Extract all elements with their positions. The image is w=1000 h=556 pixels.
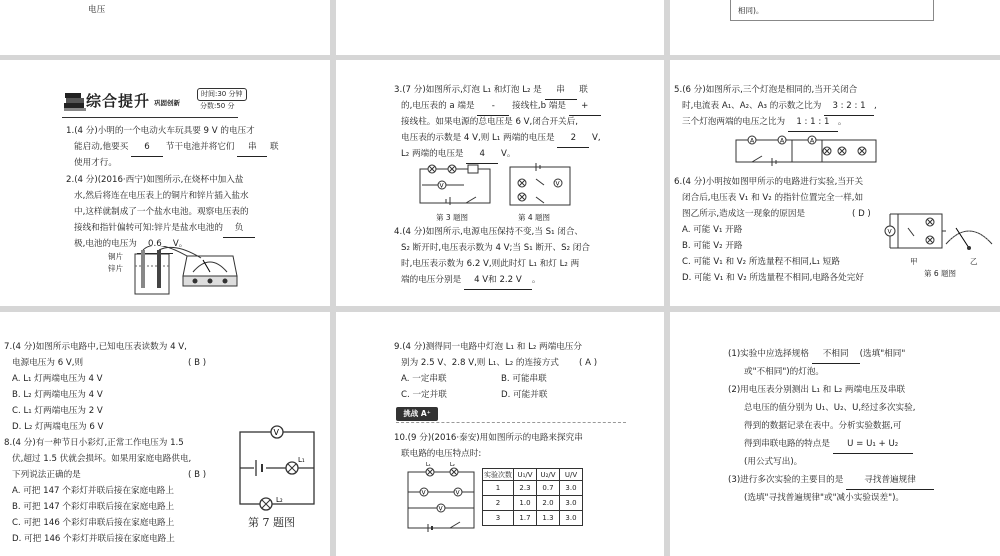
answer-blank: 0.6 <box>137 236 173 254</box>
answer-blank: 不相同 <box>812 346 860 364</box>
page-top-left <box>0 0 330 55</box>
table-cell: 1.7 <box>514 511 537 526</box>
copper-label: 铜片 <box>108 252 123 261</box>
section-title: 综合提升 <box>86 92 151 110</box>
circuit-figure-10 <box>404 462 480 534</box>
page-top-right <box>670 0 1000 55</box>
table-cell: 2 <box>483 496 514 511</box>
q9-line-1: 9.(4 分)测得同一电路中灯泡 L₁ 和 L₂ 两端电压分 <box>394 342 582 352</box>
q10-part2-line-3: 得到的数据记录在表中。分析实验数据,可 <box>744 421 902 431</box>
q9-option-c: C. 一定并联 <box>401 390 447 400</box>
answer-blank: + <box>569 98 601 116</box>
table-header-cell: U₂/V <box>537 469 560 481</box>
page-q5-q6 <box>670 60 1000 306</box>
page-top-middle <box>336 0 664 55</box>
table-cell: 2.3 <box>514 481 537 496</box>
text-span: 3.(7 分)如图所示,灯泡 L₁ 和灯泡 L₂ 是 <box>394 85 542 95</box>
table-cell: 3.0 <box>560 496 583 511</box>
salt-battery-figure <box>105 246 255 306</box>
fig4-caption: 第 4 题图 <box>518 213 551 222</box>
circuit-figure-6a <box>882 208 948 254</box>
q10-part1-line-2: 或"不相同")的灯泡。 <box>744 367 825 377</box>
svg-text:V: V <box>421 489 426 497</box>
challenge-badge <box>396 407 438 421</box>
text-span: 水,然后将连在电压表上的铜片和锌片插入盐水 <box>74 191 249 201</box>
page-q3-q4 <box>336 60 664 306</box>
text-span: 电源电压为 6 V,则 <box>12 358 84 368</box>
table-cell: 1 <box>483 481 514 496</box>
text-span: 端的电压分别是 <box>401 275 462 285</box>
answer-blank: 4 V和 2.2 V <box>464 272 532 290</box>
svg-text:L₂: L₂ <box>450 462 455 468</box>
text-span: 能启动,他要买 <box>74 142 129 152</box>
q9-option-a: A. 一定串联 <box>401 374 447 384</box>
table-header-row <box>483 469 583 481</box>
svg-text:V: V <box>887 228 892 236</box>
text-span: 。 <box>531 275 541 285</box>
text-span: 接线和指针偏转可知:锌片是盐水电池的 <box>74 223 223 233</box>
q1-line-3 <box>74 155 117 172</box>
text-span: 电压表的示数是 4 V,则 L₁ 两端的电压是 <box>401 133 555 143</box>
table-cell: 3.0 <box>560 481 583 496</box>
svg-text:V: V <box>555 180 560 188</box>
q9-line-2 <box>401 355 598 372</box>
text-span: 接线柱,b 端是 <box>512 101 566 111</box>
answer-blank: 3 : 2 : 1 <box>824 98 874 116</box>
answer-blank: 1 : 1 : 1 <box>788 114 838 132</box>
q5-line-2: 时,电流表 A₁、A₂、A₃ 的示数之比为 3 : 2 : 1 , <box>682 98 877 116</box>
q5-line-3: 三个灯泡两端的电压之比为 1 : 1 : 1 。 <box>682 114 846 132</box>
table-cell: 0.7 <box>537 481 560 496</box>
q8-line-1: 8.(4 分)有一种节日小彩灯,正常工作电压为 1.5 <box>4 438 184 448</box>
q6-option-d: D. 可能 V₁ 和 V₂ 所选量程不相同,电路各处完好 <box>682 273 864 283</box>
fig6-jia-label: 甲 <box>910 257 918 266</box>
q10-part2-line-5: (用公式写出)。 <box>744 457 803 467</box>
text-span: V。 <box>172 239 188 249</box>
q6-option-b: B. 可能 V₂ 开路 <box>682 241 743 251</box>
q7-line-2 <box>12 355 207 372</box>
text-box-border <box>730 0 934 21</box>
circuit-figure-7 <box>236 424 320 512</box>
q10-line-2: 联电路的电压特点时: <box>401 449 482 459</box>
q6-line-1: 6.(4 分)小明按如图甲所示的电路进行实验,当开关 <box>674 177 864 187</box>
challenge-label: 挑战 A⁺ <box>403 409 431 418</box>
text-span: V, <box>592 133 601 143</box>
q1-line-1 <box>66 123 255 140</box>
q2-line-1 <box>66 172 243 189</box>
text-span: 中,这样就制成了一个盐水电池。观察电压表的 <box>74 207 249 217</box>
text-span: 节干电池并将它们 <box>165 142 235 152</box>
q7-option-c: C. L₁ 灯两端电压为 2 V <box>12 406 103 416</box>
challenge-underline <box>396 422 626 423</box>
q7-option-d: D. L₂ 灯两端电压为 6 V <box>12 422 104 432</box>
answer-blank: 串 <box>545 82 577 100</box>
text-span: 时,电流表 A₁、A₂、A₃ 的示数之比为 <box>682 101 822 111</box>
text-span: 三个灯泡两端的电压之比为 <box>682 117 786 127</box>
text-span: (1)实验中应选择规格 <box>728 349 809 359</box>
text-span: 2.(4 分)(2016·西宁)如图所示,在烧杯中加入盐 <box>66 175 244 185</box>
svg-text:L₁: L₁ <box>426 462 431 468</box>
data-table <box>482 468 583 526</box>
page-q1-q2 <box>0 60 330 306</box>
text-span: 图乙所示,造成这一现象的原因是 <box>682 209 806 219</box>
table-cell: 1.3 <box>537 511 560 526</box>
q8-option-b: B. 可把 147 个彩灯串联后接在家庭电路上 <box>12 502 175 512</box>
svg-text:V: V <box>439 182 444 190</box>
q10-part3-line-1 <box>728 472 934 490</box>
svg-text:A: A <box>810 137 815 145</box>
text-span: 接线柱。如果电源的总电压是 6 V,闭合开关后, <box>401 117 578 127</box>
q4-line-1: 4.(4 分)如图所示,电源电压保持不变,当 S₁ 闭合、 <box>394 227 584 237</box>
q2-line-3 <box>74 204 249 221</box>
q6-option-c: C. 可能 V₁ 和 V₂ 所选量程不相同,L₁ 短路 <box>682 257 840 267</box>
page-q9-q10 <box>336 312 664 556</box>
answer-blank: 2 <box>557 130 589 148</box>
text-span: 1.(4 分)小明的一个电动火车玩具要 9 V 的电压才 <box>66 126 255 136</box>
fig6-caption: 第 6 题图 <box>924 269 957 278</box>
score-label: 分数:50 分 <box>200 102 235 110</box>
answer-blank: - <box>477 98 509 116</box>
text-span: 别为 2.5 V、2.8 V,则 L₁、L₂ 的连接方式 <box>401 358 559 368</box>
table-row <box>483 496 583 511</box>
q9-option-d: D. 可能并联 <box>501 390 548 400</box>
q6-option-a: A. 可能 V₁ 开路 <box>682 225 743 235</box>
table-header-cell: U/V <box>560 469 583 481</box>
table-cell: 2.0 <box>537 496 560 511</box>
answer-choice: ( B ) <box>188 470 207 480</box>
svg-text:V: V <box>455 489 460 497</box>
text-span: (选填"相同" <box>859 349 906 359</box>
q8-option-a: A. 可把 147 个彩灯并联后接在家庭电路上 <box>12 486 174 496</box>
circuit-figure-5 <box>732 132 882 172</box>
page-q7-q8 <box>0 312 330 556</box>
q10-part2-line-1: (2)用电压表分别测出 L₁ 和 L₂ 两端电压及串联 <box>728 385 906 395</box>
circuit-figure-4 <box>506 161 576 209</box>
q3-line-3 <box>401 114 578 131</box>
answer-choice: ( D ) <box>852 209 871 219</box>
q6-line-3 <box>682 206 871 223</box>
q7-line-1: 7.(4 分)如图所示电路中,已知电压表读数为 4 V, <box>4 342 187 352</box>
text-span: 得到串联电路的特点是 <box>744 439 830 449</box>
table-header-cell: 实验次数 <box>484 470 512 479</box>
table-cell: 3.0 <box>560 511 583 526</box>
badge-underline <box>62 117 238 118</box>
q10-part2-line-2: 总电压的值分别为 U₁、U₂、U,经过多次实验, <box>744 403 916 413</box>
q7-option-b: B. L₂ 灯两端电压为 4 V <box>12 390 103 400</box>
q8-line-2: 伏,超过 1.5 伏就会损坏。如果用家庭电路供电, <box>12 454 192 464</box>
text-span: 极,电池的电压为 <box>74 239 137 249</box>
q8-option-c: C. 可把 146 个彩灯串联后接在家庭电路上 <box>12 518 175 528</box>
q9-option-b: B. 可能串联 <box>501 374 547 384</box>
section-badge <box>62 88 272 116</box>
section-subtitle: 巩固创新 <box>154 99 180 107</box>
answer-blank: 负 <box>223 220 255 238</box>
svg-text:A: A <box>780 137 785 145</box>
text-span: V。 <box>501 149 516 159</box>
text-span: 使用才行。 <box>74 158 117 168</box>
voltmeter-dial-figure <box>942 218 996 252</box>
q7-option-a: A. L₁ 灯两端电压为 4 V <box>12 374 103 384</box>
q6-line-2: 闭合后,电压表 V₁ 和 V₂ 的指针位置完全一样,如 <box>682 193 864 203</box>
svg-text:L₁: L₁ <box>298 456 305 464</box>
fig3-caption: 第 3 题图 <box>436 213 469 222</box>
table-header-cell: U₁/V <box>514 469 537 481</box>
table-row <box>483 511 583 526</box>
answer-blank: 寻找普遍规律 <box>846 472 934 490</box>
q3-line-5 <box>401 146 515 164</box>
text-span: L₂ 两端的电压是 <box>401 149 464 159</box>
svg-text:V: V <box>438 505 443 513</box>
table-cell: 1.0 <box>514 496 537 511</box>
q2-line-2 <box>74 188 249 205</box>
fig6-yi-label: 乙 <box>970 257 978 266</box>
fig7-caption: 第 7 题图 <box>248 516 295 529</box>
q4-line-4 <box>401 272 541 290</box>
answer-blank: 串 <box>237 139 267 157</box>
table-row <box>483 481 583 496</box>
answer-blank: 4 <box>466 146 498 164</box>
answer-blank: 6 <box>131 139 163 157</box>
zinc-label: 锌片 <box>108 264 123 273</box>
page-q10-answers <box>670 312 1000 556</box>
text-span: 联 <box>579 85 588 95</box>
time-label: 时间:30 分钟 <box>197 88 247 101</box>
answer-choice: ( A ) <box>579 358 598 368</box>
text-span: 下列说法正确的是 <box>12 470 81 480</box>
q8-option-d: D. 可把 146 个彩灯并联后接在家庭电路上 <box>12 534 175 544</box>
svg-text:L₂: L₂ <box>276 496 283 504</box>
text-line: 相同)。 <box>738 6 764 15</box>
text-span: 联 <box>270 142 279 152</box>
svg-text:V: V <box>273 428 279 437</box>
q4-line-2: S₂ 断开时,电压表示数为 4 V;当 S₁ 断开、S₂ 闭合 <box>401 243 590 253</box>
svg-text:A: A <box>750 137 755 145</box>
q4-line-3: 时,电压表示数为 6.2 V,则此时灯 L₁ 和灯 L₂ 两 <box>401 259 580 269</box>
text-line: 电压 <box>88 5 106 15</box>
q10-line-1: 10.(9 分)(2016·泰安)用如图所示的电路来探究串 <box>394 433 583 443</box>
book-stack-icon <box>62 91 88 113</box>
q10-part1-line-1 <box>728 346 905 364</box>
table-cell: 3 <box>483 511 514 526</box>
q10-part2-line-4 <box>744 436 913 454</box>
q8-line-3 <box>12 467 207 484</box>
q10-part3-line-2: (选填"寻找普遍规律"或"减小实验误差")。 <box>744 493 905 503</box>
text-span: 的,电压表的 a 端是 <box>401 101 475 111</box>
circuit-figure-3 <box>416 163 496 209</box>
text-span: (3)进行多次实验的主要目的是 <box>728 475 844 485</box>
answer-choice: ( B ) <box>188 358 207 368</box>
q5-line-1: 5.(6 分)如图所示,三个灯泡是相同的,当开关闭合 <box>674 85 858 95</box>
answer-blank: U = U₁ + U₂ <box>833 436 913 454</box>
